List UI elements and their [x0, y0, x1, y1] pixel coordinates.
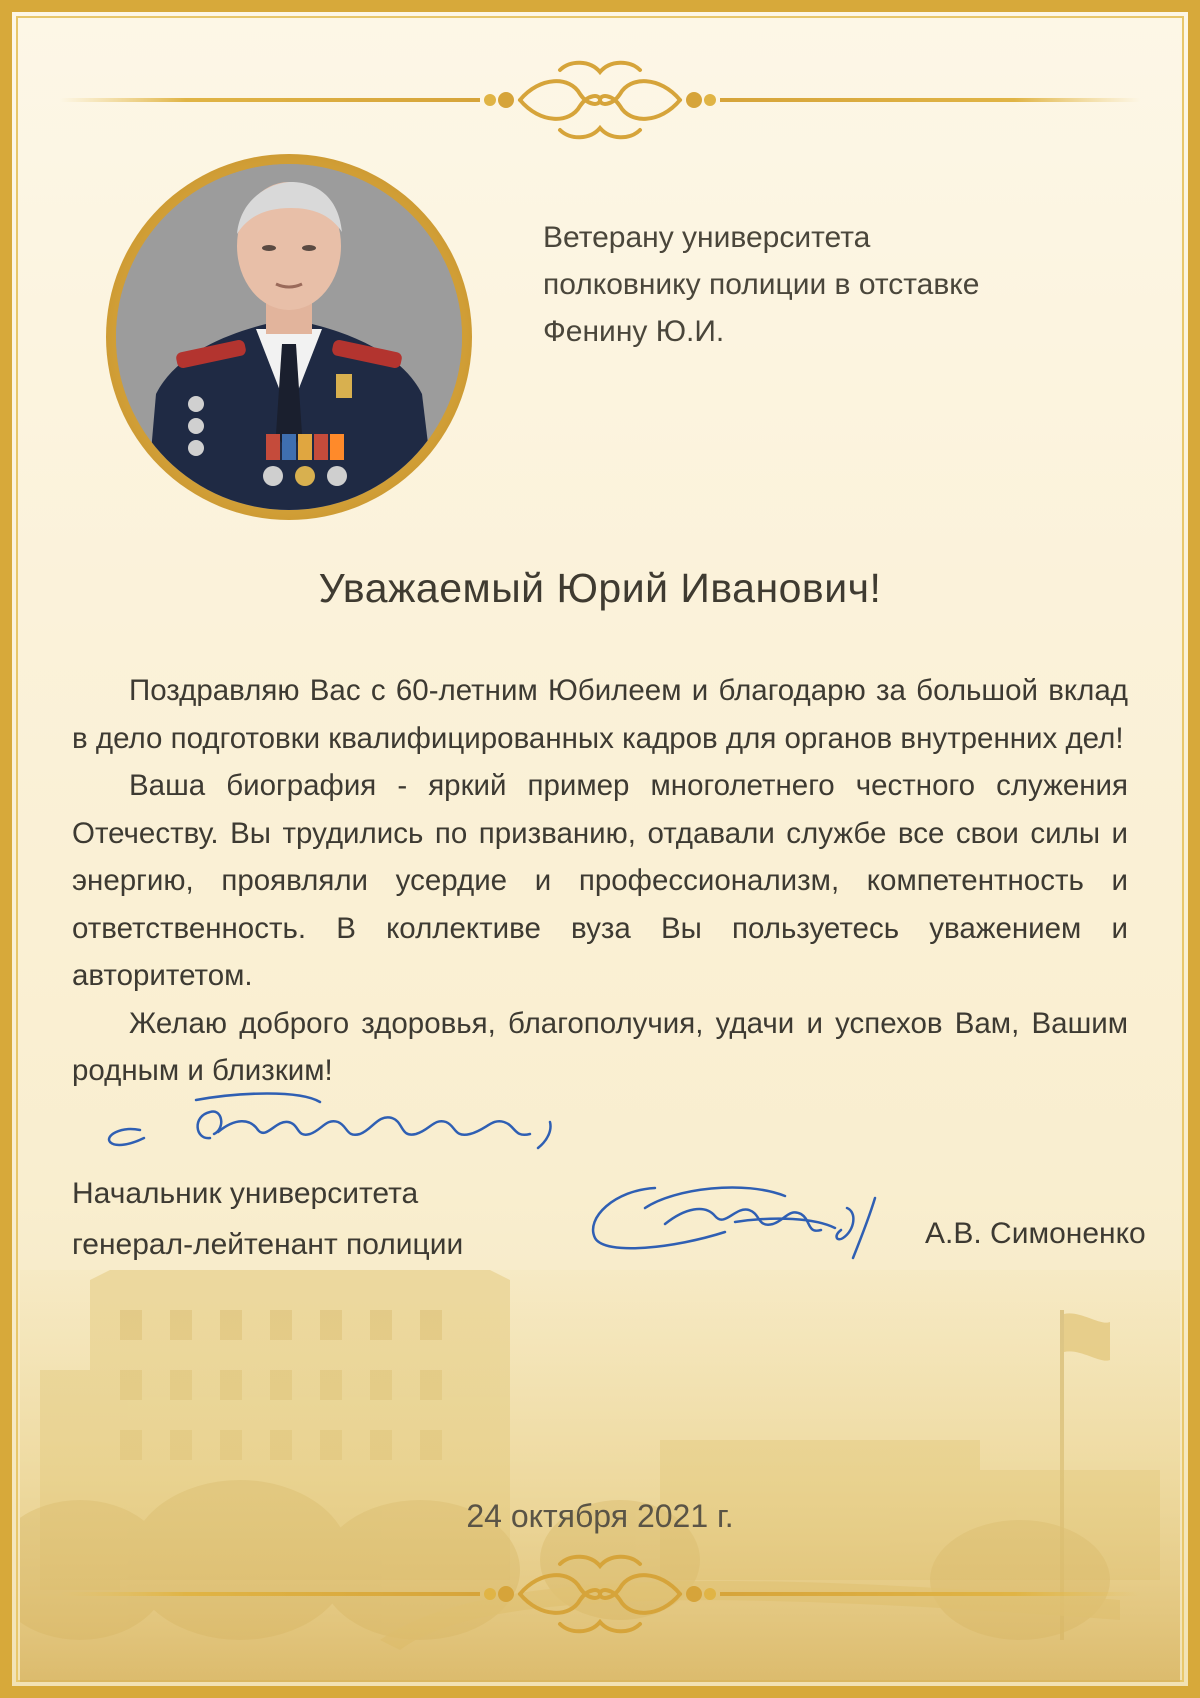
salutation: Уважаемый Юрий Иванович! — [318, 565, 882, 611]
signatory-name: А.В. Симоненко — [925, 1217, 1146, 1250]
recipient-block — [543, 214, 979, 355]
signature-icon — [585, 1168, 895, 1268]
body-paragraph-1: Поздравляю Вас с 60-летним Юбилеем и благодарю за большой вклад в дело подготовки квалифицированных кадров для органов внутренних дел! — [72, 674, 1128, 755]
signatory-position-line-1: Начальник университета — [72, 1177, 419, 1210]
body-paragraph-2: Ваша биография - яркий пример многолетнего честного служения Отечеству. Вы трудились по призванию, отдавали службе все свои силы и энергию, проявляли усердие и профессионализм, компетентность и ответственность. В коллективе вуза Вы пользуетесь уважением и авторитетом. — [72, 769, 1128, 992]
recipient-line-3: Фенину Ю.И. — [543, 315, 725, 348]
bottom-ornament-icon — [60, 1550, 1140, 1640]
signatory-position — [72, 1168, 463, 1270]
signatory-position-line-2: генерал-лейтенант полиции — [72, 1228, 464, 1261]
recipient-line-2: полковнику полиции в отставке — [543, 268, 980, 301]
handwritten-closing-icon — [100, 1078, 600, 1158]
letter-body — [72, 667, 1128, 1095]
body-paragraph-3: Желаю доброго здоровья, благополучия, удачи и успехов Вам, Вашим родным и близким! — [72, 1006, 1128, 1087]
letter-date: 24 октября 2021 г. — [466, 1498, 734, 1534]
portrait-photo — [116, 164, 462, 510]
recipient-line-1: Ветерану университета — [543, 221, 871, 254]
top-ornament-icon — [60, 56, 1140, 146]
